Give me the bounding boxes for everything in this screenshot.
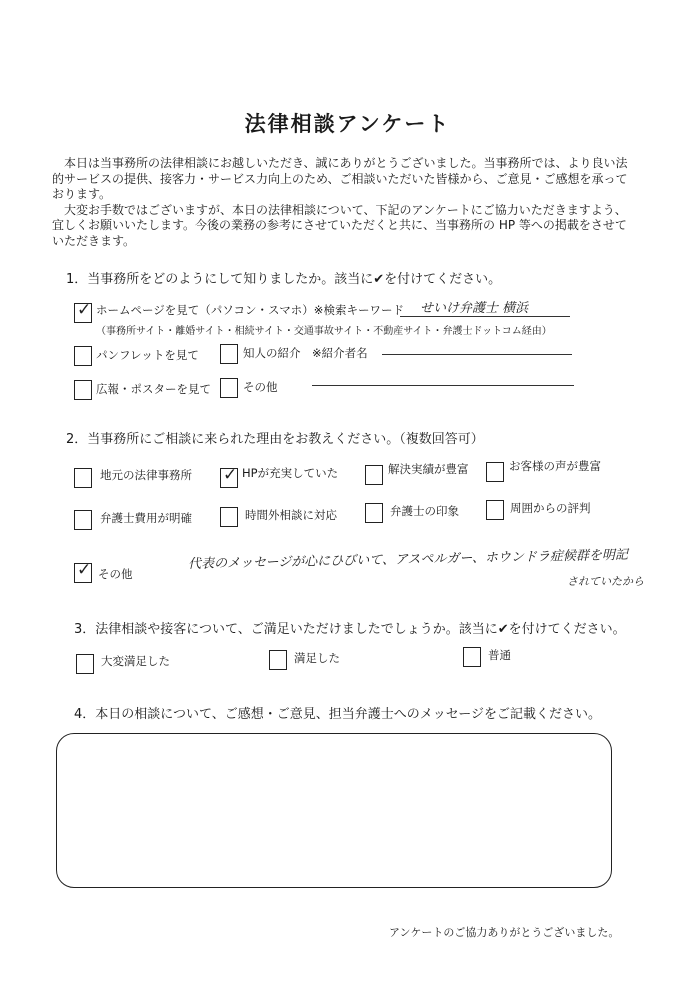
- q3-option-checkbox[interactable]: [269, 650, 287, 670]
- checkmark-icon: ✓: [77, 300, 92, 320]
- q3-option-checkbox[interactable]: [463, 647, 481, 667]
- q2-option-label: 弁護士の印象: [390, 504, 459, 518]
- q1-homepage-label: ホームページを見て（パソコン・スマホ）※検索キーワード: [96, 303, 404, 317]
- survey-title: 法律相談アンケート: [244, 112, 451, 136]
- q1-ad-checkbox[interactable]: [74, 380, 92, 400]
- q1-other-label: その他: [243, 380, 278, 394]
- q2-option-checkbox[interactable]: [365, 465, 383, 485]
- q1-ad-label: 広報・ポスターを見て: [96, 382, 211, 396]
- q1-referral-checkbox[interactable]: [220, 344, 238, 364]
- q2-option-checkbox[interactable]: [74, 468, 92, 488]
- q2-option-checkbox[interactable]: [486, 462, 504, 482]
- intro-paragraph-1: 本日は当事務所の法律相談にお越しいただき、誠にありがとうございました。当事務所では、より良い法的サービスの提供、接客力・サービス力向上のため、ご相談いただいた皆様から、ご意見・ご感想を承っております。: [52, 156, 628, 201]
- intro-paragraph-2: 大変お手数ではございますが、本日の法律相談について、下記のアンケートにご協力いただきますよう、宜しくお願いいたします。今後の業務の参考にさせていただくと共に、当事務所の HP 等への掲載をさせていただきます。: [52, 202, 627, 248]
- q1-other-checkbox[interactable]: [220, 378, 238, 398]
- q2-other-checkbox[interactable]: [74, 560, 92, 583]
- q2-option-checkbox[interactable]: [220, 507, 238, 527]
- checkmark-icon: ✓: [223, 465, 238, 485]
- q3-option-label: 大変満足した: [101, 654, 170, 668]
- q2-heading: 2．当事務所にご相談に来られた理由をお教えください。（複数回答可）: [66, 432, 484, 447]
- q2-option-checkbox[interactable]: [220, 465, 238, 488]
- q1-search-keyword[interactable]: せいけ弁護士 横浜: [420, 301, 529, 316]
- q2-option-label: 周囲からの評判: [510, 501, 591, 515]
- q2-other-answer-line2[interactable]: されていたから: [567, 575, 644, 588]
- q1-referral-label: 知人の紹介: [243, 346, 301, 360]
- q2-option-label: 地元の法律事務所: [100, 468, 192, 482]
- q2-option-checkbox[interactable]: [74, 510, 92, 530]
- q2-other-label: その他: [98, 567, 133, 581]
- q1-homepage-checkbox[interactable]: [74, 300, 92, 323]
- referral-name-field[interactable]: [382, 354, 572, 355]
- q2-option-checkbox[interactable]: [365, 503, 383, 523]
- q2-option-label: お客様の声が豊富: [509, 459, 601, 473]
- intro-text: [52, 156, 632, 249]
- q1-homepage-note: （事務所サイト・離婚サイト・相続サイト・交通事故サイト・不動産サイト・弁護士ドットコム経由）: [96, 326, 552, 337]
- q2-option-label: HPが充実していた: [242, 466, 339, 480]
- q2-other-answer-line1[interactable]: 代表のメッセージが心にひびいて、アスペルガー、ホウンドラ症候群を明記: [187, 547, 629, 572]
- q4-heading: 4．本日の相談について、ご感想・ご意見、担当弁護士へのメッセージをご記載ください。: [74, 707, 601, 722]
- q4-comment-box[interactable]: [56, 733, 612, 888]
- q1-heading: 1．当事務所をどのようにして知りましたか。該当に✔を付けてください。: [66, 272, 502, 287]
- q1-other-field[interactable]: [312, 385, 574, 386]
- q3-option-label: 普通: [488, 648, 511, 662]
- checkmark-icon: ✓: [77, 560, 92, 580]
- footer-thanks: アンケートのご協力ありがとうございました。: [389, 926, 620, 939]
- q3-heading: 3．法律相談や接客について、ご満足いただけましたでしょうか。該当に✔を付けてください。: [74, 622, 626, 637]
- q1-pamphlet-label: パンフレットを見て: [96, 348, 199, 362]
- keyword-underline: [400, 316, 570, 317]
- q3-option-label: 満足した: [294, 651, 340, 665]
- q2-option-label: 解決実績が豊富: [388, 462, 469, 476]
- q1-pamphlet-checkbox[interactable]: [74, 346, 92, 366]
- q3-option-checkbox[interactable]: [76, 654, 94, 674]
- q2-option-label: 時間外相談に対応: [245, 508, 337, 522]
- q1-referral-note: ※紹介者名: [312, 346, 368, 360]
- q2-option-label: 弁護士費用が明確: [100, 511, 192, 525]
- q2-option-checkbox[interactable]: [486, 500, 504, 520]
